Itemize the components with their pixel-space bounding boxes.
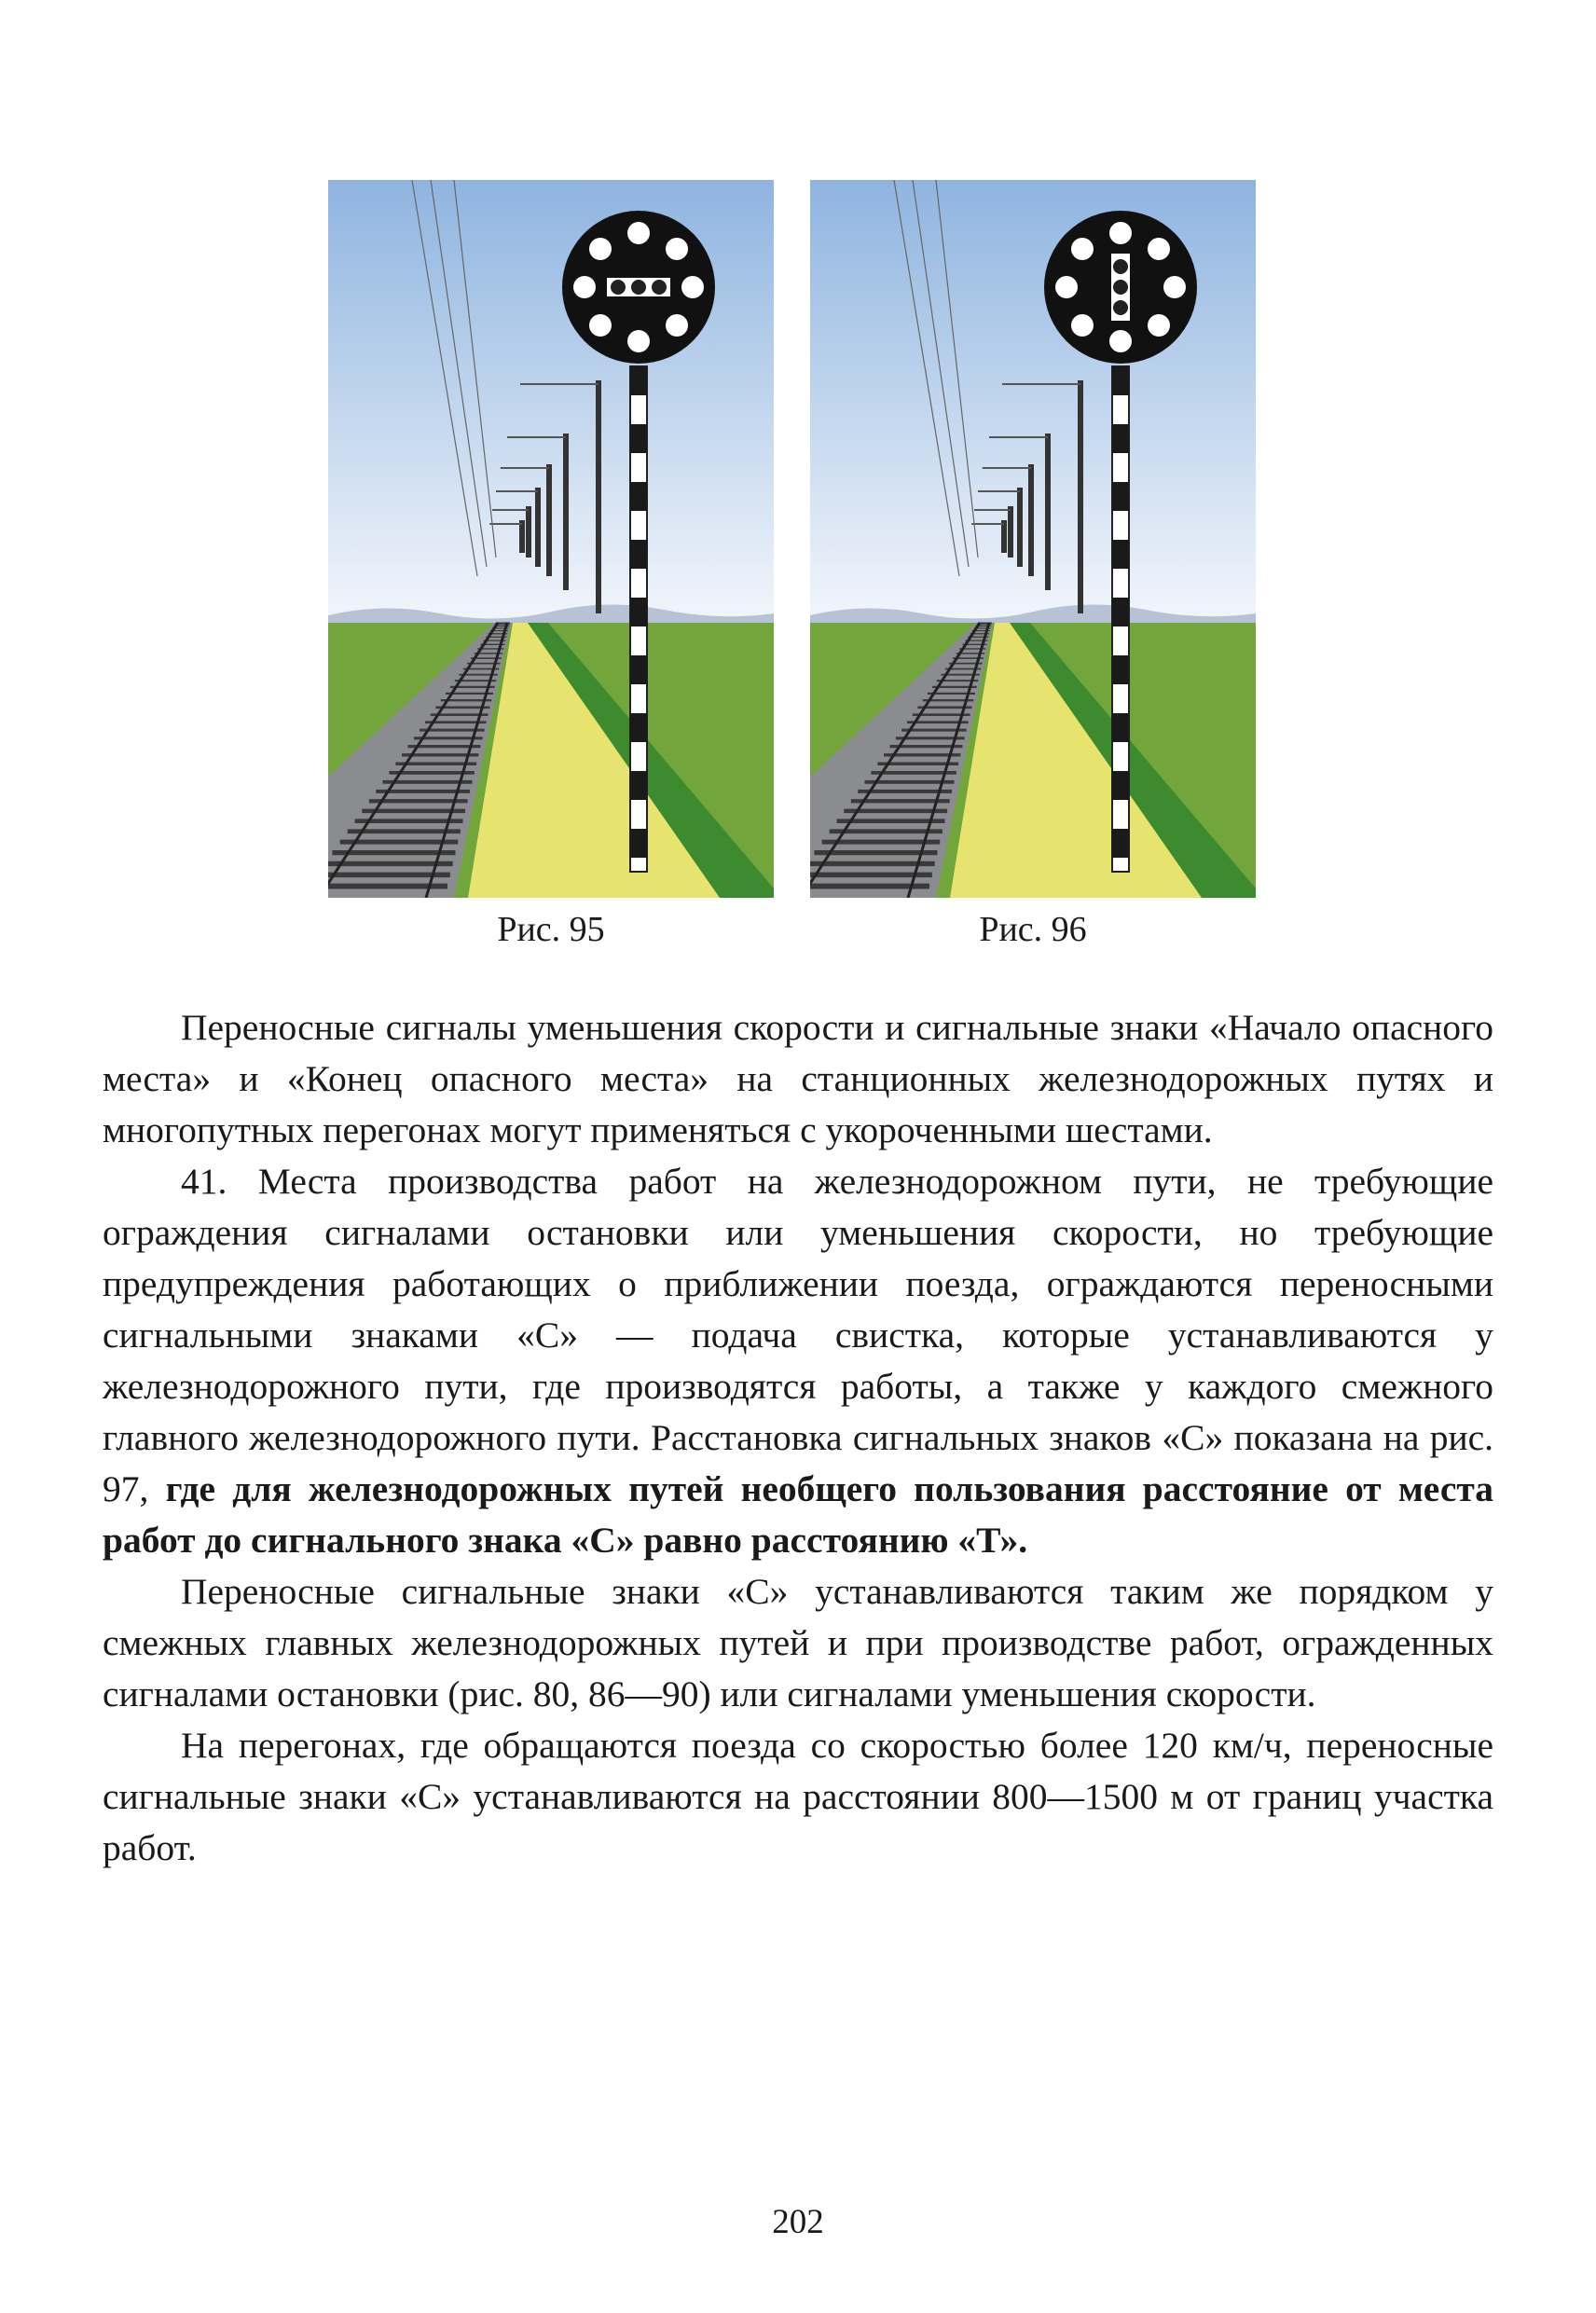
paragraph-3-text: Переносные сигнальные знаки «С» устанавливаются таким же порядком у смежных главных железнодорожных путей и при производстве работ, огражденных сигналами остановки (рис. 80, 86—90) или сигналами уменьшения скорости. [103, 1571, 1493, 1714]
figure-95-caption: Рис. 95 [497, 910, 605, 949]
figure-96-caption: Рис. 96 [979, 910, 1087, 949]
body-text [103, 1002, 1493, 1874]
paragraph-2-bold: где для железнодорожных путей необщего пользования расстояние от места работ до сигнального знака «С» равно расстоянию «Т». [103, 1468, 1493, 1561]
figure-95-image [328, 180, 774, 898]
figure-96-image [810, 180, 1256, 898]
paragraph-3 [103, 1566, 1493, 1720]
paragraph-2-text: 41. Места производства работ на железнодорожном пути, не требующие ограждения сигналами остановки или уменьшения скорости, но требующие предупреждения работающих о приближении поезда, ограждаются переносными сигнальными знаками «С» — подача свистка, которые устанавливаются у железнодорожного пути, где производятся работы, а также у каждого смежного главного железнодорожного пути. Расстановка сигнальных знаков «С» показана на рис. 97, [103, 1161, 1493, 1509]
page-number: 202 [772, 2203, 824, 2241]
paragraph-2 [103, 1156, 1493, 1566]
figure-96 [810, 180, 1256, 898]
paragraph-4-text: На перегонах, где обращаются поезда со скоростью более 120 км/ч, переносные сигнальные знаки «С» устанавливаются на расстоянии 800—1500 м от границ участка работ. [103, 1725, 1493, 1868]
paragraph-4 [103, 1720, 1493, 1874]
figure-95 [328, 180, 774, 898]
paragraph-1 [103, 1002, 1493, 1156]
paragraph-1-text: Переносные сигналы уменьшения скорости и сигнальные знаки «Начало опасного места» и «Конец опасного места» на станционных железнодорожных путях и многопутных перегонах могут применяться с укороченными шестами. [103, 1007, 1493, 1150]
